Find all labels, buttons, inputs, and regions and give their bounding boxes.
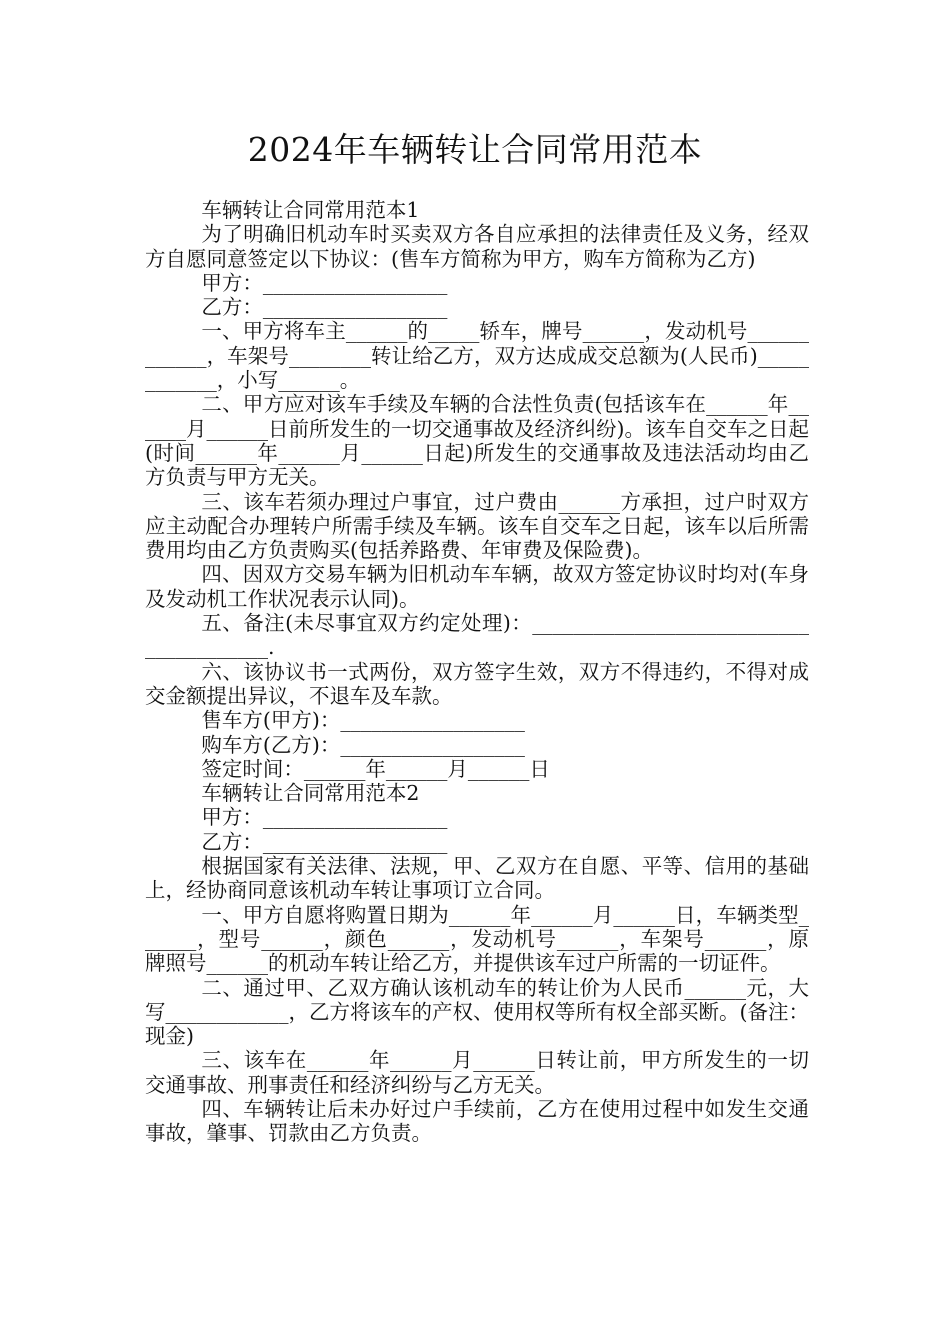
- paragraph: 甲方：__________________: [201, 805, 448, 830]
- paragraph: 一、甲方自愿将购置日期为______年______月______日，车辆类型______，型号______，颜色______，发动机号______，车架号______，原牌照号______的机动车转让给乙方，并提供该车过户所需的一切证件。: [145, 902, 809, 976]
- paragraph: 乙方：__________________: [201, 829, 448, 854]
- paragraph: 乙方：__________________: [201, 295, 448, 320]
- paragraph: 甲方：__________________: [201, 270, 448, 295]
- paragraph: 三、该车若须办理过户事宜，过户费由______方承担，过户时双方应主动配合办理转户所需手续及车辆。该车自交车之日起，该车以后所需费用均由乙方负责购买(包括养路费、年审费及保险费)。: [145, 489, 809, 563]
- paragraph: 四、车辆转让后未办好过户手续前，乙方在使用过程中如发生交通事故，肇事、罚款由乙方负责。: [145, 1096, 809, 1146]
- paragraph: 车辆转让合同常用范本2: [201, 781, 420, 806]
- paragraph: 售车方(甲方)：__________________: [201, 708, 525, 733]
- paragraph: 六、该协议书一式两份，双方签字生效，双方不得违约，不得对成交金额提出异议，不退车及车款。: [145, 659, 809, 708]
- paragraph: 一、甲方将车主______的_____轿车，牌号______，发动机号____________，车架号________转让给乙方，双方达成成交总额为(人民币)____________，小写______。: [145, 319, 809, 393]
- paragraph: 四、因双方交易车辆为旧机动车车辆，故双方签定协议时均对(车身及发动机工作状况表示认同)。: [145, 562, 809, 611]
- paragraph: 为了明确旧机动车时买卖双方各自应承担的法律责任及义务，经双方自愿同意签定以下协议：(售车方简称为甲方，购车方简称为乙方): [145, 222, 809, 271]
- paragraph: 车辆转让合同常用范本1: [201, 198, 420, 222]
- paragraph: 五、备注(未尽事宜双方约定处理)：_______________________________________.: [145, 611, 809, 660]
- paragraph: 二、甲方应对该车手续及车辆的合法性负责(包括该车在______年______月______日前所发生的一切交通事故及经济纠纷)。该车自交车之日起(时间______年______月______日起)所发生的交通事故及违法活动均由乙方负责与甲方无关。: [145, 392, 809, 490]
- paragraph: 签定时间：______年______月______日: [201, 756, 550, 781]
- paragraph: 购车方(乙方)：__________________: [201, 732, 525, 757]
- document-body: [145, 198, 809, 1146]
- paragraph: 二、通过甲、乙双方确认该机动车的转让价为人民币______元，大写____________，乙方将该车的产权、使用权等所有权全部买断。(备注：现金): [145, 975, 809, 1049]
- paragraph: 三、该车在______年______月______日转让前，甲方所发生的一切交通事故、刑事责任和经济纠纷与乙方无关。: [145, 1048, 809, 1097]
- paragraph: 根据国家有关法律、法规，甲、乙双方在自愿、平等、信用的基础上，经协商同意该机动车转让事项订立合同。: [145, 854, 809, 903]
- document-title: 2024年车辆转让合同常用范本: [247, 130, 703, 169]
